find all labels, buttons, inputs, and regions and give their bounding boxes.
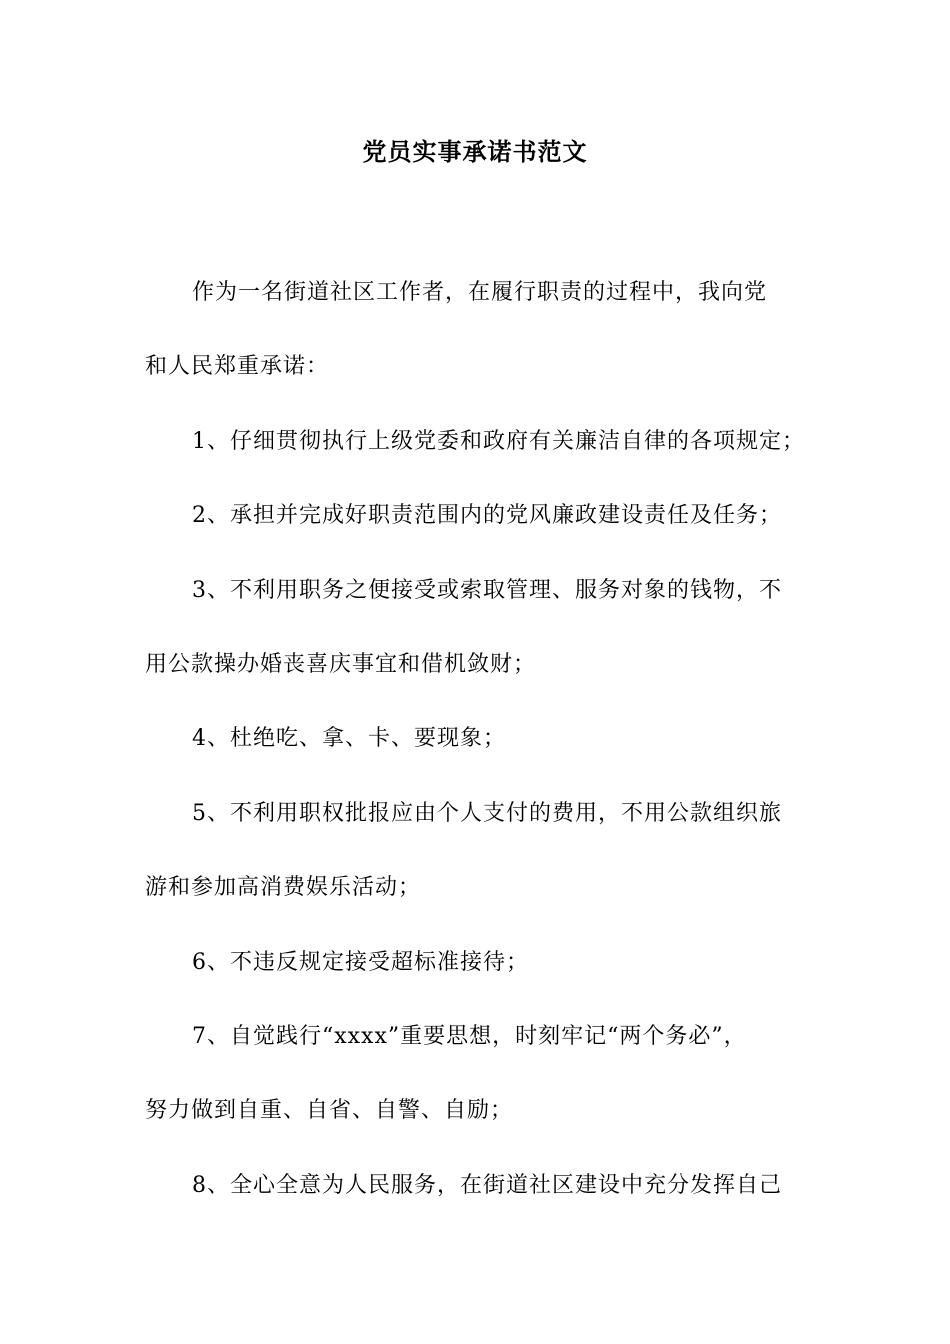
document-title: 党员实事承诺书范文 [362, 137, 588, 166]
paragraph-line: 8、全心全意为人民服务，在街道社区建设中充分发挥自己 [192, 1172, 782, 1198]
paragraph-line: 作为一名街道社区工作者，在履行职责的过程中，我向党 [192, 280, 768, 305]
paragraph-line: 3、不利用职务之便接受或索取管理、服务对象的钱物，不 [192, 577, 782, 603]
paragraph-line: 6、不违反规定接受超标准接待； [192, 949, 529, 975]
paragraph-line: 努力做到自重、自省、自警、自励； [145, 1098, 514, 1124]
paragraph-line: 游和参加高消费娱乐活动； [145, 875, 422, 901]
paragraph-line: 1、仔细贯彻执行上级党委和政府有关廉洁自律的各项规定； [192, 428, 805, 454]
paragraph-line: 7、自觉践行“xxxx”重要思想，时刻牢记“两个务必”， [192, 1023, 747, 1049]
document-body [145, 256, 815, 1223]
paragraph-line: 4、杜绝吃、拿、卡、要现象； [192, 726, 506, 752]
paragraph-line: 5、不利用职权批报应由个人支付的费用，不用公款组织旅 [192, 800, 782, 826]
paragraph-line: 用公款操办婚丧喜庆事宜和借机敛财； [145, 651, 537, 677]
paragraph-line: 和人民郑重承诺： [145, 354, 330, 380]
paragraph-line: 2、承担并完成好职责范围内的党风廉政建设责任及任务； [192, 503, 782, 529]
